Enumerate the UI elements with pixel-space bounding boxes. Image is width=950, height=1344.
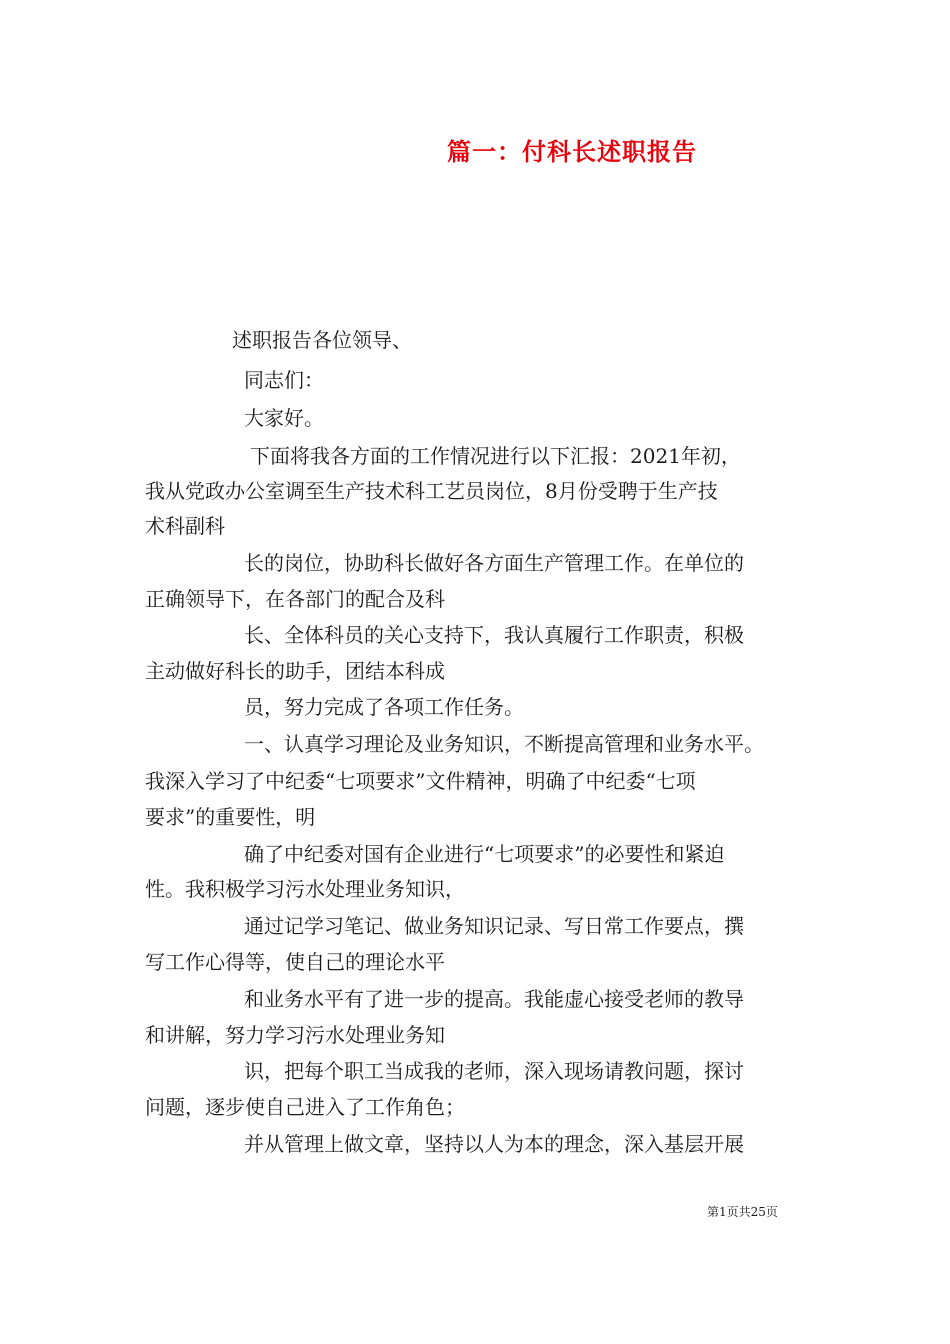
body-line-9: 长、全体科员的关心支持下，我认真履行工作职责，积极	[244, 623, 744, 647]
body-line-18: 写工作心得等，使自己的理论水平	[145, 950, 445, 974]
body-line-12: 一、认真学习理论及业务知识，不断提高管理和业务水平。	[244, 732, 764, 756]
body-line-17: 通过记学习笔记、做业务知识记录、写日常工作要点，撰	[244, 914, 744, 938]
body-line-15: 确了中纪委对国有企业进行“七项要求”的必要性和紧迫	[244, 842, 725, 866]
body-line-5: 我从党政办公室调至生产技术科工艺员岗位，8月份受聘于生产技	[145, 479, 718, 503]
body-line-8: 正确领导下，在各部门的配合及科	[145, 587, 445, 611]
body-line-13: 我深入学习了中纪委“七项要求”文件精神，明确了中纪委“七项	[145, 769, 696, 793]
body-line-23: 并从管理上做文章，坚持以人为本的理念，深入基层开展	[244, 1132, 744, 1156]
body-line-7: 长的岗位，协助科长做好各方面生产管理工作。在单位的	[244, 551, 744, 575]
body-line-1: 述职报告各位领导、	[232, 328, 412, 352]
body-line-11: 员，努力完成了各项工作任务。	[244, 695, 524, 719]
body-line-22: 问题，逐步使自己进入了工作角色；	[145, 1095, 465, 1119]
body-line-20: 和讲解，努力学习污水处理业务知	[145, 1023, 445, 1047]
body-line-3: 大家好。	[244, 406, 324, 430]
body-line-2: 同志们：	[244, 368, 324, 392]
body-line-10: 主动做好科长的助手，团结本科成	[145, 659, 445, 683]
body-line-16: 性。我积极学习污水处理业务知识，	[145, 877, 465, 901]
body-line-19: 和业务水平有了进一步的提高。我能虚心接受老师的教导	[244, 987, 744, 1011]
body-line-14: 要求”的重要性，明	[145, 805, 316, 829]
document-title: 篇一：付科长述职报告	[447, 137, 697, 166]
body-line-4: 下面将我各方面的工作情况进行以下汇报：2021年初，	[250, 444, 741, 468]
page-number-footer: 第1页共25页	[707, 1205, 778, 1219]
body-line-6: 术科副科	[145, 514, 225, 538]
body-line-21: 识，把每个职工当成我的老师，深入现场请教问题，探讨	[244, 1059, 744, 1083]
